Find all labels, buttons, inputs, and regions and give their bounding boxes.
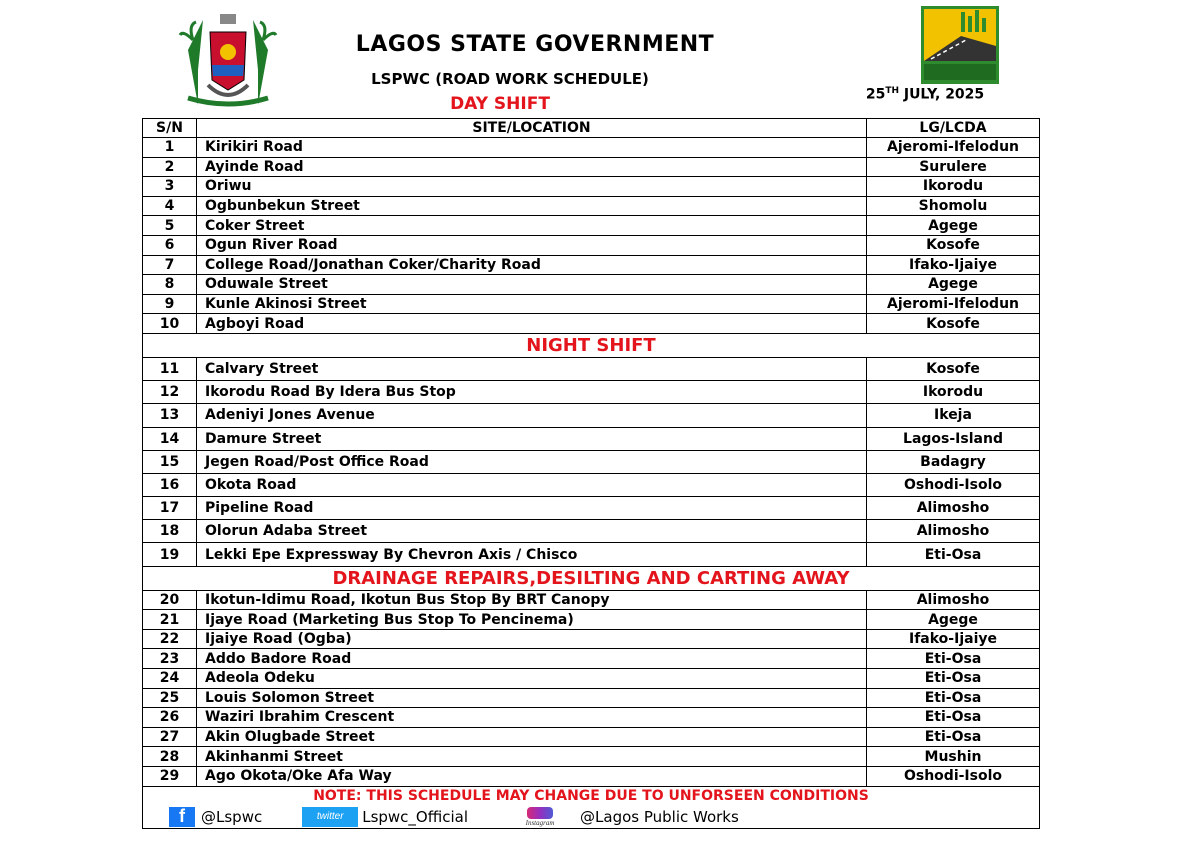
row-sn: 29 (143, 766, 197, 786)
row-site: Okota Road (197, 473, 867, 496)
table-row (143, 235, 1040, 255)
row-sn: 5 (143, 216, 197, 236)
schedule-date: 25TH JULY, 2025 (865, 86, 985, 103)
row-sn: 8 (143, 275, 197, 295)
table-row (143, 520, 1040, 543)
row-lg: Agege (867, 610, 1040, 630)
row-site: Adeniyi Jones Avenue (197, 404, 867, 427)
row-site: Oriwu (197, 177, 867, 197)
row-lg: Ikorodu (867, 177, 1040, 197)
row-lg: Eti-Osa (867, 727, 1040, 747)
row-site: Ijaye Road (Marketing Bus Stop To Pencinema) (197, 610, 867, 630)
row-sn: 21 (143, 610, 197, 630)
row-sn: 9 (143, 294, 197, 314)
lagos-crest-icon (178, 10, 278, 110)
row-site: Addo Badore Road (197, 649, 867, 669)
table-row (143, 543, 1040, 566)
table-row (143, 610, 1040, 630)
row-lg: Alimosho (867, 497, 1040, 520)
row-lg: Kosofe (867, 314, 1040, 334)
row-site: Ogbunbekun Street (197, 196, 867, 216)
row-sn: 1 (143, 138, 197, 158)
row-site: Ogun River Road (197, 235, 867, 255)
row-sn: 27 (143, 727, 197, 747)
row-site: Calvary Street (197, 357, 867, 380)
table-row (143, 357, 1040, 380)
row-lg: Eti-Osa (867, 649, 1040, 669)
row-sn: 7 (143, 255, 197, 275)
row-sn: 15 (143, 450, 197, 473)
row-sn: 18 (143, 520, 197, 543)
drainage-heading: DRAINAGE REPAIRS,DESILTING AND CARTING AWAY (143, 566, 1040, 590)
table-row (143, 590, 1040, 610)
table-row (143, 727, 1040, 747)
row-sn: 10 (143, 314, 197, 334)
night-shift-heading: NIGHT SHIFT (143, 333, 1040, 357)
table-row (143, 629, 1040, 649)
note-row (143, 786, 1040, 806)
social-cell (143, 806, 1040, 829)
row-lg: Ikeja (867, 404, 1040, 427)
table-row (143, 404, 1040, 427)
table-row (143, 314, 1040, 334)
social-row (143, 806, 1040, 829)
table-row (143, 688, 1040, 708)
facebook-icon[interactable]: f (169, 807, 195, 827)
table-row (143, 138, 1040, 158)
row-sn: 14 (143, 427, 197, 450)
row-site: Pipeline Road (197, 497, 867, 520)
row-lg: Oshodi-Isolo (867, 473, 1040, 496)
row-site: Coker Street (197, 216, 867, 236)
table-row (143, 649, 1040, 669)
table-row (143, 669, 1040, 689)
row-site: Jegen Road/Post Office Road (197, 450, 867, 473)
table-row (143, 708, 1040, 728)
twitter-handle[interactable]: Lspwc_Official (362, 807, 469, 826)
instagram-handle[interactable]: @Lagos Public Works (580, 807, 739, 826)
row-sn: 11 (143, 357, 197, 380)
table-row (143, 255, 1040, 275)
row-sn: 3 (143, 177, 197, 197)
row-sn: 19 (143, 543, 197, 566)
row-site: Ago Okota/Oke Afa Way (197, 766, 867, 786)
night-shift-row (143, 333, 1040, 357)
row-sn: 17 (143, 497, 197, 520)
row-lg: Kosofe (867, 235, 1040, 255)
row-site: Waziri Ibrahim Crescent (197, 708, 867, 728)
table-row (143, 177, 1040, 197)
row-lg: Mushin (867, 747, 1040, 767)
row-lg: Badagry (867, 450, 1040, 473)
row-sn: 23 (143, 649, 197, 669)
table-row (143, 427, 1040, 450)
page-title: LAGOS STATE GOVERNMENT (355, 32, 715, 57)
row-lg: Eti-Osa (867, 708, 1040, 728)
header-site: SITE/LOCATION (197, 119, 867, 138)
row-site: Ikotun-Idimu Road, Ikotun Bus Stop By BRT Canopy (197, 590, 867, 610)
row-site: Kunle Akinosi Street (197, 294, 867, 314)
row-site: Damure Street (197, 427, 867, 450)
road-work-table (142, 118, 1040, 829)
drainage-row (143, 566, 1040, 590)
row-site: Agboyi Road (197, 314, 867, 334)
row-lg: Eti-Osa (867, 543, 1040, 566)
schedule-note: NOTE: THIS SCHEDULE MAY CHANGE DUE TO UNFORSEEN CONDITIONS (143, 786, 1040, 806)
row-lg: Ajeromi-Ifelodun (867, 138, 1040, 158)
row-site: Akin Olugbade Street (197, 727, 867, 747)
row-lg: Alimosho (867, 520, 1040, 543)
table-row (143, 157, 1040, 177)
lspwc-logo-icon (921, 6, 999, 84)
row-lg: Alimosho (867, 590, 1040, 610)
row-site: Olorun Adaba Street (197, 520, 867, 543)
table-row (143, 216, 1040, 236)
table-row (143, 473, 1040, 496)
row-site: Akinhanmi Street (197, 747, 867, 767)
page-subtitle: LSPWC (ROAD WORK SCHEDULE) (371, 70, 649, 88)
row-lg: Kosofe (867, 357, 1040, 380)
table-row (143, 381, 1040, 404)
row-site: Oduwale Street (197, 275, 867, 295)
table-row (143, 294, 1040, 314)
row-sn: 20 (143, 590, 197, 610)
row-site: Lekki Epe Expressway By Chevron Axis / Chisco (197, 543, 867, 566)
table-row (143, 450, 1040, 473)
row-site: Ijaiye Road (Ogba) (197, 629, 867, 649)
table-row (143, 497, 1040, 520)
table-header-row (143, 119, 1040, 138)
row-lg: Eti-Osa (867, 688, 1040, 708)
row-site: College Road/Jonathan Coker/Charity Road (197, 255, 867, 275)
twitter-icon[interactable]: twitter (302, 807, 358, 827)
row-lg: Ifako-Ijaiye (867, 629, 1040, 649)
header-lg: LG/LCDA (867, 119, 1040, 138)
row-sn: 13 (143, 404, 197, 427)
row-site: Ikorodu Road By Idera Bus Stop (197, 381, 867, 404)
row-site: Adeola Odeku (197, 669, 867, 689)
row-lg: Agege (867, 216, 1040, 236)
row-lg: Oshodi-Isolo (867, 766, 1040, 786)
row-site: Kirikiri Road (197, 138, 867, 158)
table-body (143, 138, 1040, 829)
header-sn: S/N (143, 119, 197, 138)
row-sn: 4 (143, 196, 197, 216)
table-row (143, 747, 1040, 767)
row-sn: 12 (143, 381, 197, 404)
row-sn: 26 (143, 708, 197, 728)
row-lg: Ifako-Ijaiye (867, 255, 1040, 275)
row-site: Louis Solomon Street (197, 688, 867, 708)
row-lg: Surulere (867, 157, 1040, 177)
row-sn: 22 (143, 629, 197, 649)
row-lg: Agege (867, 275, 1040, 295)
row-sn: 6 (143, 235, 197, 255)
row-sn: 2 (143, 157, 197, 177)
row-sn: 24 (143, 669, 197, 689)
row-lg: Eti-Osa (867, 669, 1040, 689)
row-lg: Ikorodu (867, 381, 1040, 404)
row-sn: 28 (143, 747, 197, 767)
facebook-handle[interactable]: @Lspwc (201, 807, 263, 826)
row-sn: 25 (143, 688, 197, 708)
table-row (143, 766, 1040, 786)
instagram-icon[interactable]: Instagram (508, 806, 572, 828)
row-lg: Shomolu (867, 196, 1040, 216)
row-lg: Lagos-Island (867, 427, 1040, 450)
table-row (143, 196, 1040, 216)
row-lg: Ajeromi-Ifelodun (867, 294, 1040, 314)
day-shift-heading: DAY SHIFT (450, 94, 550, 114)
row-site: Ayinde Road (197, 157, 867, 177)
row-sn: 16 (143, 473, 197, 496)
table-row (143, 275, 1040, 295)
